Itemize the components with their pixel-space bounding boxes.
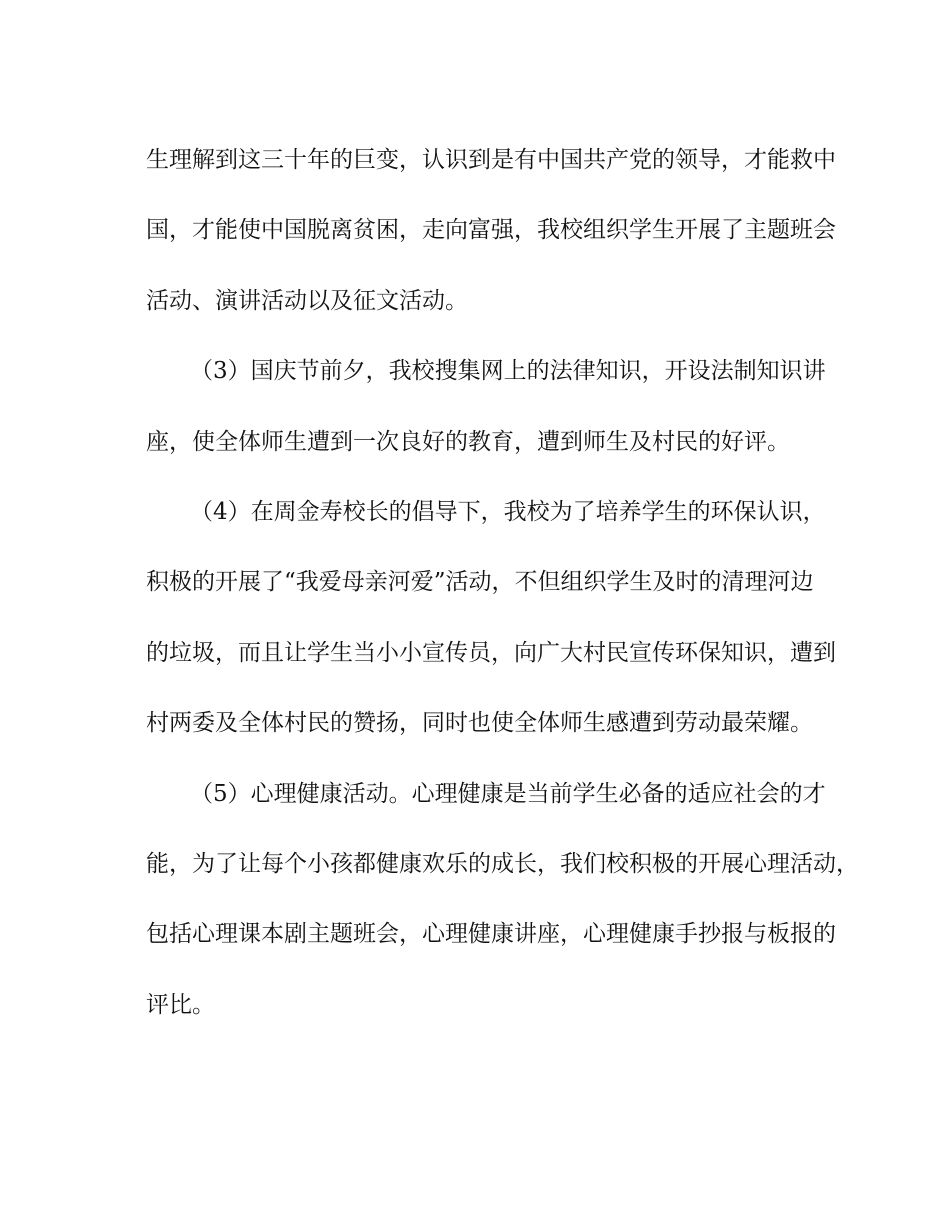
text-line: 评比。 xyxy=(146,992,215,1018)
text-line: 村两委及全体村民的赞扬，同时也使全体师生感遭到劳动最荣耀。 xyxy=(146,710,813,736)
paragraph-start-line: （4）在周金寿校长的倡导下，我校为了培养学生的环保认识， xyxy=(190,499,826,525)
paragraph-start-line: （3）国庆节前夕，我校搜集网上的法律知识，开设法制知识讲 xyxy=(190,358,826,384)
text-line: 座，使全体师生遭到一次良好的教育，遭到师生及村民的好评。 xyxy=(146,429,790,455)
text-line: 国，才能使中国脱离贫困，走向富强，我校组织学生开展了主题班会 xyxy=(146,217,836,243)
paragraph-start-line: （5）心理健康活动。心理健康是当前学生必备的适应社会的才 xyxy=(190,781,826,807)
text-line: 活动、演讲活动以及征文活动。 xyxy=(146,288,468,314)
text-line: 的垃圾，而且让学生当小小宣传员，向广大村民宣传环保知识，遭到 xyxy=(146,640,836,666)
text-line: 能，为了让每个小孩都健康欢乐的成长，我们校积极的开展心理活动， xyxy=(146,851,859,877)
text-line: 生理解到这三十年的巨变，认识到是有中国共产党的领导，才能救中 xyxy=(146,147,836,173)
text-line: 包括心理课本剧主题班会，心理健康讲座，心理健康手抄报与板报的 xyxy=(146,921,836,947)
text-line: 积极的开展了“我爱母亲河爱”活动，不但组织学生及时的清理河边 xyxy=(146,569,814,595)
